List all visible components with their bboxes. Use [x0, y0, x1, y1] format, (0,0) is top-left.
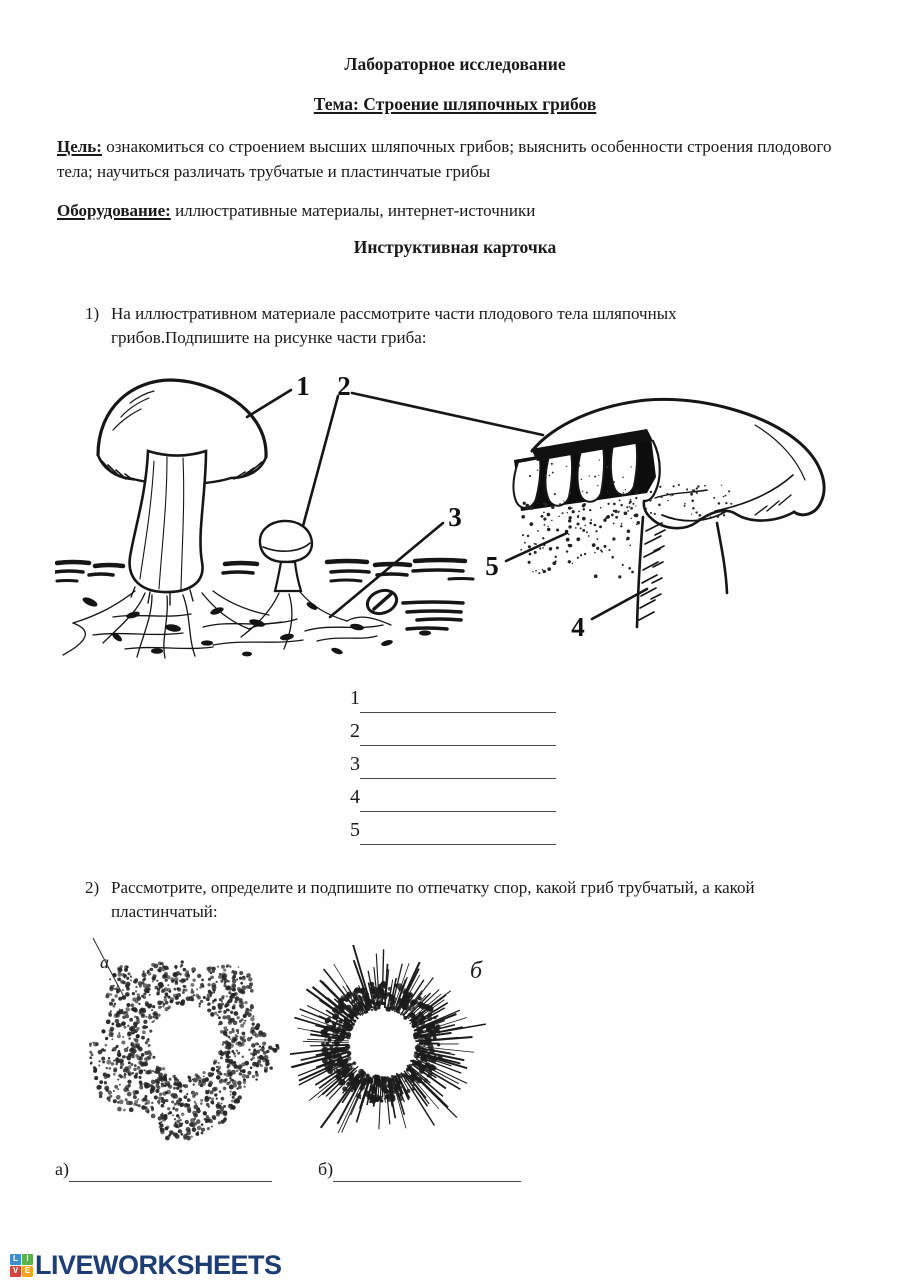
page-title: Лабораторное исследование: [344, 54, 566, 74]
task1-text: На иллюстративном материале рассмотрите части плодового тела шляпочных грибов.Подпишите на рисунке части гриба:: [111, 304, 677, 347]
answer-a-blank[interactable]: [69, 1157, 272, 1182]
equipment-label: Оборудование:: [57, 201, 171, 220]
logo-square-v: V: [10, 1266, 21, 1277]
liveworksheets-footer: [10, 1249, 282, 1281]
task2-text: Рассмотрите, определите и подпишите по отпечатку спор, какой гриб трубчатый, а какой пластинчатый:: [111, 878, 755, 921]
equipment-text: иллюстративные материалы, интернет-источники: [170, 201, 536, 220]
answer-a-label: а): [55, 1159, 69, 1179]
answer-row-4: 4: [350, 782, 556, 815]
logo-square-i: I: [22, 1254, 33, 1265]
figure-label-5: 5: [485, 551, 499, 581]
figure-label-3: 3: [448, 502, 462, 532]
task1: [85, 302, 740, 350]
answer-blank-2[interactable]: [360, 721, 556, 746]
card-heading: Инструктивная карточка: [353, 237, 557, 257]
figure-label-2: 2: [337, 371, 351, 401]
answer-a-row: [55, 1156, 272, 1182]
spore-print-a: [78, 930, 283, 1150]
figure-label-1: 1: [296, 371, 310, 401]
answer-b-label: б): [318, 1159, 334, 1179]
task2-number: 2): [85, 878, 100, 897]
answer-blank-4[interactable]: [360, 787, 556, 812]
print-a-label: а: [100, 952, 109, 972]
answer-row-3: 3: [350, 749, 556, 782]
goal-text: ознакомиться со строением высших шляпочных грибов; выяснить особенности строения плодового тела; научиться различать трубчатые и пластинчатые грибы: [57, 137, 832, 181]
theme-heading: Тема: Строение шляпочных грибов: [313, 94, 597, 114]
logo-square-e: E: [22, 1266, 33, 1277]
goal-label: Цель:: [57, 137, 102, 156]
answer-row-2: 2: [350, 716, 556, 749]
answer-row-1: 1: [350, 683, 556, 716]
figure-label-4: 4: [571, 612, 585, 642]
task1-answer-lines: [350, 683, 556, 848]
answer-row-5: 5: [350, 815, 556, 848]
equipment-paragraph: [57, 198, 863, 223]
answer-blank-5[interactable]: [360, 820, 556, 845]
answer-blank-3[interactable]: [360, 754, 556, 779]
task1-number: 1): [85, 304, 100, 323]
logo-square-l: L: [10, 1254, 21, 1265]
answer-b-blank[interactable]: [333, 1157, 521, 1182]
answer-b-row: [318, 1156, 521, 1182]
brand-wordmark: LIVEWORKSHEETS: [35, 1249, 282, 1280]
answer-blank-1[interactable]: [360, 688, 556, 713]
goal-paragraph: [57, 134, 863, 184]
task2: [85, 876, 865, 924]
liveworksheets-logo-icon: [10, 1254, 33, 1277]
spore-print-b: [290, 945, 490, 1145]
mushroom-structure-figure: [55, 365, 875, 665]
falling-spores-dots: [520, 502, 640, 579]
print-b-label: б: [470, 958, 483, 984]
